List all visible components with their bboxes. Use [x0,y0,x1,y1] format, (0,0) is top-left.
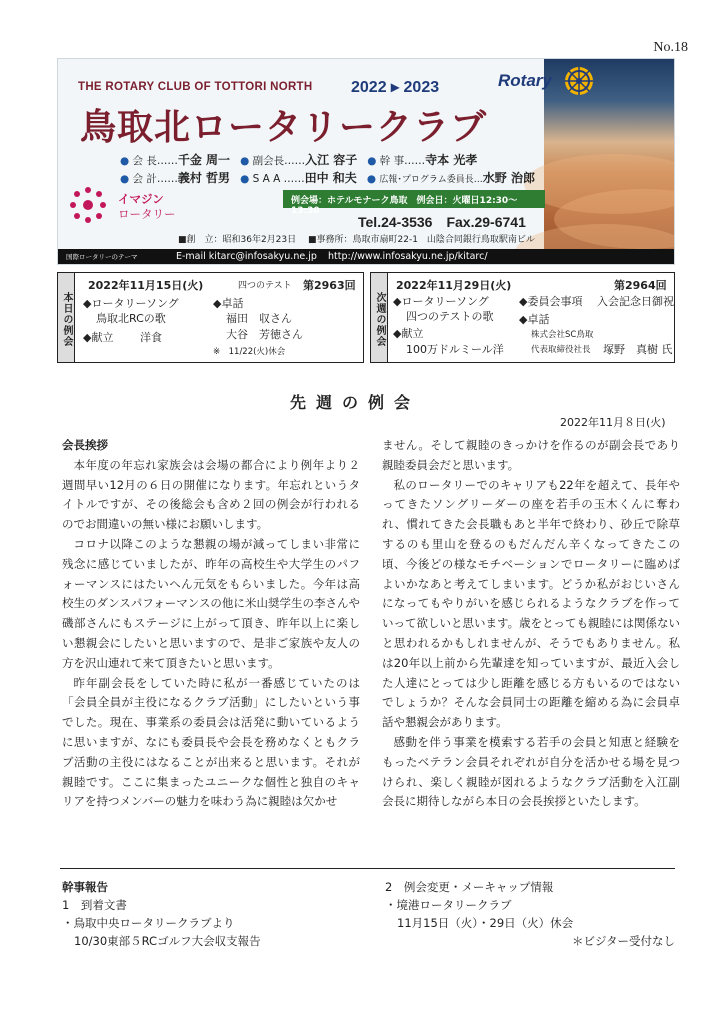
menu-value: 洋食 [140,331,162,344]
section-heading: 会長挨拶 [62,438,108,452]
song-title: 鳥取北RCの歌 [96,312,166,325]
paragraph: 本年度の年忘れ家族会は会場の都合により例年より２週間早い12月の６日の開催になります。年忘れというタイトルですが、その後総会も含め２回の例会が行われるのでお間違いの無い様にお願いします。 [62,457,360,532]
bullet-icon: ● [367,155,377,167]
visitor-note: ＊ビジター受付なし [571,934,675,948]
theme-imagine [118,192,176,222]
report-line: ・境港ロータリークラブ [385,898,512,912]
bullet-icon: ● [366,173,376,185]
officers-row-2 [120,169,535,186]
imagine-rotary-logo-icon [68,185,108,225]
meeting-date: 2022年11月15日(火) [88,279,204,292]
section-divider [60,868,675,869]
article-column-left [62,436,360,812]
speaker-title: 代表取締役社長 [531,345,591,355]
theme-label: 国際ロータリーのテーマ [66,253,138,261]
speaker-name: 塚野 真樹 氏 [603,343,673,356]
report-line: ・鳥取中央ロータリークラブより [62,916,235,930]
report-line: 10/30東部５RCゴルフ大会収支報告 [74,934,261,948]
report-title: 幹事報告 [62,880,108,894]
rotary-wheel-icon [563,65,595,97]
paragraph: 私のロータリーでのキャリアも22年を超えて、長年やってきたソングリーダーの座を若手の玉木くんに奪われ、慣れてきた会長職もあと半年で終わり、砂丘で除草するのも里山を登るのもだんだん辛くなってきたこの頃、今後どの様なモチベーションでロータリーに臨めばよいかなあと考えてしまいます。どうか私がおじいさんになってもやりがいを感じられるようなクラブを作っていって欲しいと思います。歳をとっても親睦には関係ないと思われるかもしれませんが、そうでもありません。私は20年以上前から先輩達を知っていますが、最近入会した人達にとっては少し距離を感じる方もいるのではないでしょうか？そんな会員同士の距離を縮める為に会員卓話や懇親会があります。 [382,477,680,730]
newsletter-header [57,58,675,265]
officer-name: 入江 容子 [305,153,358,167]
talk-heading: ◆卓話 [519,313,550,326]
talk-heading: ◆卓話 [213,297,244,310]
rotary-wordmark: Rotary [498,71,552,90]
box-tab-label: 本日の例会 [58,273,75,362]
officer-role: 会 長…… [132,155,178,167]
menu-heading: ◆献立 [83,331,114,344]
officer-role: S A A …… [252,173,305,185]
officers-row-1 [120,151,477,168]
issue-number: No.18 [653,40,688,55]
meeting-info-bar: 例会場：ホテルモナーク鳥取 例会日：火曜日12:30～13:30 [283,190,545,208]
club-name-english: THE ROTARY CLUB OF TOTTORI NORTH [78,81,313,93]
today-meeting-box [57,272,364,363]
four-way-test: 四つのテスト [238,281,292,291]
meeting-number: 第2963回 [303,279,356,292]
officer-role: 副会長…… [252,155,306,167]
office-address: ■事務所：鳥取市扇町22-1 山陰合同銀行鳥取駅南ビル [308,235,535,245]
website-link[interactable]: http://www.infosakyu.ne.jp/kitarc/ [328,251,488,262]
speaker-2: 大谷 芳徳さん [226,328,303,341]
contact-bar [58,249,675,265]
menu-value: 100万ドルミール洋 [406,343,504,356]
officer-role: 幹 事…… [379,155,426,167]
secretary-report-right [385,878,675,950]
menu-heading: ◆献立 [393,327,424,340]
bullet-icon: ● [120,173,130,185]
meeting-date: 2022年11月29日(火) [396,279,512,292]
song-heading: ◆ロータリーソング [83,297,179,310]
holiday-note: ※ 11/22(火)休会 [213,347,286,357]
officer-name: 水野 治郎 [482,171,535,185]
officer-name: 寺本 光孝 [425,153,478,167]
paragraph: 感動を伴う事業を模索する若手の会員と知恵と経験をもったベテラン会員それぞれが自分を活かせる場を見つけられ、楽しく親睦が図れるようなクラブ活動を入江副会長に期待しながら本日の会長挨拶といたします。 [382,734,680,809]
report-line: 11月15日（火）・29日（火）休会 [397,916,574,930]
committee-heading: ◆委員会事項 [519,295,583,308]
officer-name: 義村 哲男 [177,171,231,185]
bullet-icon: ● [240,173,250,185]
officer-role: 会 計…… [132,173,178,185]
report-line: 2 例会変更・メーキャップ情報 [385,880,554,894]
bullet-icon: ● [240,155,250,167]
paragraph-continued: ません。そして親睦のきっかけを作るのが副会長であり親睦委員会だと思います。 [382,438,680,472]
paragraph: 昨年副会長をしていた時に私が一番感じていたのは「会員全員が主役になるクラブ活動」にしたいという事でした。現在、事業系の委員会は活発に動いているように思いますが、なにも委員長や会長を務めなくともクラブ活動の主役にはなることが出来ると思います。それが親睦です。ここに集まったユニークな個性と独自のキャリアを持つメンバーの魅力を味わう為に親睦は欠かせ [62,675,360,809]
article-date: 2022年11月８日(火) [560,416,666,429]
officer-role: 広報･プログラム委員長… [379,175,483,185]
club-name-japanese: 鳥取北ロータリークラブ [80,107,488,148]
song-title: 四つのテストの歌 [406,310,494,323]
box-tab-label: 次週の例会 [371,273,388,362]
officer-name: 千金 周一 [177,153,231,167]
committee-value: 入会記念日御祝 [597,295,674,308]
report-line: 1 到着文書 [62,898,127,912]
secretary-report-left [62,878,362,950]
speaker-1: 福田 収さん [226,312,292,325]
bullet-icon: ● [120,155,130,167]
article-title: 先週の例会 [290,393,421,412]
phone-fax: Tel.24-3536 Fax.29-6741 [358,214,526,230]
song-heading: ◆ロータリーソング [393,295,489,308]
speaker-company: 株式会社SC鳥取 [531,330,594,340]
article-column-right [382,436,680,812]
rotary-year: 2022 ▸ 2023 [351,79,440,96]
paragraph: コロナ以降このような懇親の場が減ってしまい非常に残念に感じていましたが、昨年の高校生や大学生のパフォーマンスにはたいへん元気をもらいました。今年は高校生のダンスパフォーマンスの他に米山奨学生の李さんや磯部さんにもステージに上がって頂き、昨年以上に楽しい懇親会にしたいと思いますので、是非ご家族や友人の方を沢山連れて来て頂きたいと思います。 [62,536,360,670]
email-link[interactable]: E-mail kitarc@infosakyu.ne.jp [176,251,317,262]
next-meeting-box [370,272,675,363]
officer-name: 田中 和夫 [304,171,357,185]
theme-line-1: イマジン [118,192,164,206]
founded-date: ■創 立：昭和36年2月23日 [178,235,297,245]
theme-line-2: ロータリー [118,207,176,221]
meeting-number: 第2964回 [614,279,667,292]
